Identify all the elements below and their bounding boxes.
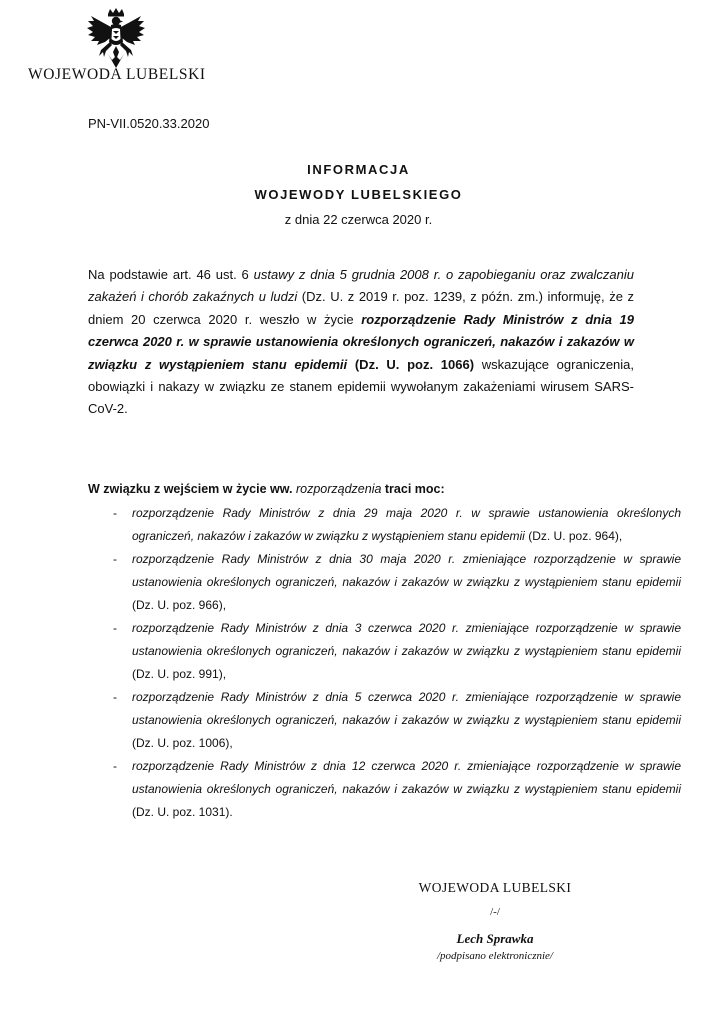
polish-white-eagle-icon bbox=[86, 8, 146, 70]
list-item-title: rozporządzenie Rady Ministrów z dnia 3 czerwca 2020 r. zmieniające rozporządzenie w sprawie ustanowienia określonych ograniczeń, nakazów i zakazów w związku z wystąpieniem stanu epidemii bbox=[132, 621, 681, 658]
p1-text-c: wskazujące ograniczenia, obowiązki i nakazy w związku ze stanem epidemii wywołanym zakażeniami wirusem SARS-CoV-2. bbox=[88, 356, 635, 417]
list-item bbox=[113, 755, 681, 824]
list-item-ref: (Dz. U. poz. 991), bbox=[132, 667, 227, 681]
list-item-title: rozporządzenie Rady Ministrów z dnia 29 maja 2020 r. w sprawie ustanowienia określonych ograniczeń, nakazów i zakazów w związku z wystąpieniem stanu epidemii bbox=[132, 506, 681, 543]
list-item-ref: (Dz. U. poz. 966), bbox=[132, 598, 227, 612]
p1-text-a: Na podstawie art. 46 ust. 6 bbox=[88, 267, 254, 282]
p1-regulation-ref: (Dz. U. poz. 1066) bbox=[347, 356, 475, 372]
list-item bbox=[113, 548, 681, 617]
list-item-ref: (Dz. U. poz. 1031). bbox=[132, 805, 233, 819]
electronic-signature-note: /podpisano elektronicznie/ bbox=[437, 950, 553, 962]
main-paragraph bbox=[88, 264, 634, 421]
list-item-title: rozporządzenie Rady Ministrów z dnia 12 czerwca 2020 r. zmieniające rozporządzenie w sprawie ustanowienia określonych ograniczeń, nakazów i zakazów w związku z wystąpieniem stanu epidemii bbox=[132, 759, 681, 796]
signature-office: WOJEWODA LUBELSKI bbox=[418, 880, 572, 895]
document-title: INFORMACJA bbox=[307, 162, 410, 177]
repealed-head-c: traci moc: bbox=[381, 482, 445, 496]
p1-text-b: (Dz. U. z 2019 r. poz. 1239, z późn. zm.) informuję, że z dniem 20 czerwca 2020 r. weszło w życie bbox=[88, 289, 634, 327]
signatory-name: Lech Sprawka bbox=[456, 931, 534, 946]
reference-number: PN-VII.0520.33.2020 bbox=[88, 116, 210, 131]
repealed-list-heading bbox=[88, 482, 445, 496]
repealed-list bbox=[113, 502, 681, 824]
repealed-head-b: rozporządzenia bbox=[295, 482, 382, 496]
list-item-ref: (Dz. U. poz. 1006), bbox=[132, 736, 233, 750]
p1-act-name: ustawy z dnia 5 grudnia 2008 r. o zapobieganiu oraz zwalczaniu zakażeń i chorób zakaźnych u ludzi bbox=[88, 267, 634, 305]
list-item bbox=[113, 617, 681, 686]
list-item bbox=[113, 686, 681, 755]
document-date: z dnia 22 czerwca 2020 r. bbox=[284, 212, 433, 227]
list-item-title: rozporządzenie Rady Ministrów z dnia 5 czerwca 2020 r. zmieniające rozporządzenie w sprawie ustanowienia określonych ograniczeń, nakazów i zakazów w związku z wystąpieniem stanu epidemii bbox=[132, 690, 681, 727]
document-subtitle: WOJEWODY LUBELSKIEGO bbox=[254, 187, 463, 202]
signature-mark: /-/ bbox=[490, 906, 500, 918]
list-item bbox=[113, 502, 681, 548]
list-item-ref: (Dz. U. poz. 964), bbox=[524, 529, 623, 543]
list-item-title: rozporządzenie Rady Ministrów z dnia 30 maja 2020 r. zmieniające rozporządzenie w sprawie ustanowienia określonych ograniczeń, nakazów i zakazów w związku z wystąpieniem stanu epidemii bbox=[132, 552, 681, 589]
repealed-head-a: W związku z wejściem w życie ww. bbox=[88, 482, 296, 496]
issuing-authority: WOJEWODA LUBELSKI bbox=[28, 66, 206, 83]
p1-regulation-name: rozporządzenie Rady Ministrów z dnia 19 czerwca 2020 r. w sprawie ustanowienia określonych ograniczeń, nakazów i zakazów w związku z wystąpieniem stanu epidemii bbox=[88, 311, 634, 372]
